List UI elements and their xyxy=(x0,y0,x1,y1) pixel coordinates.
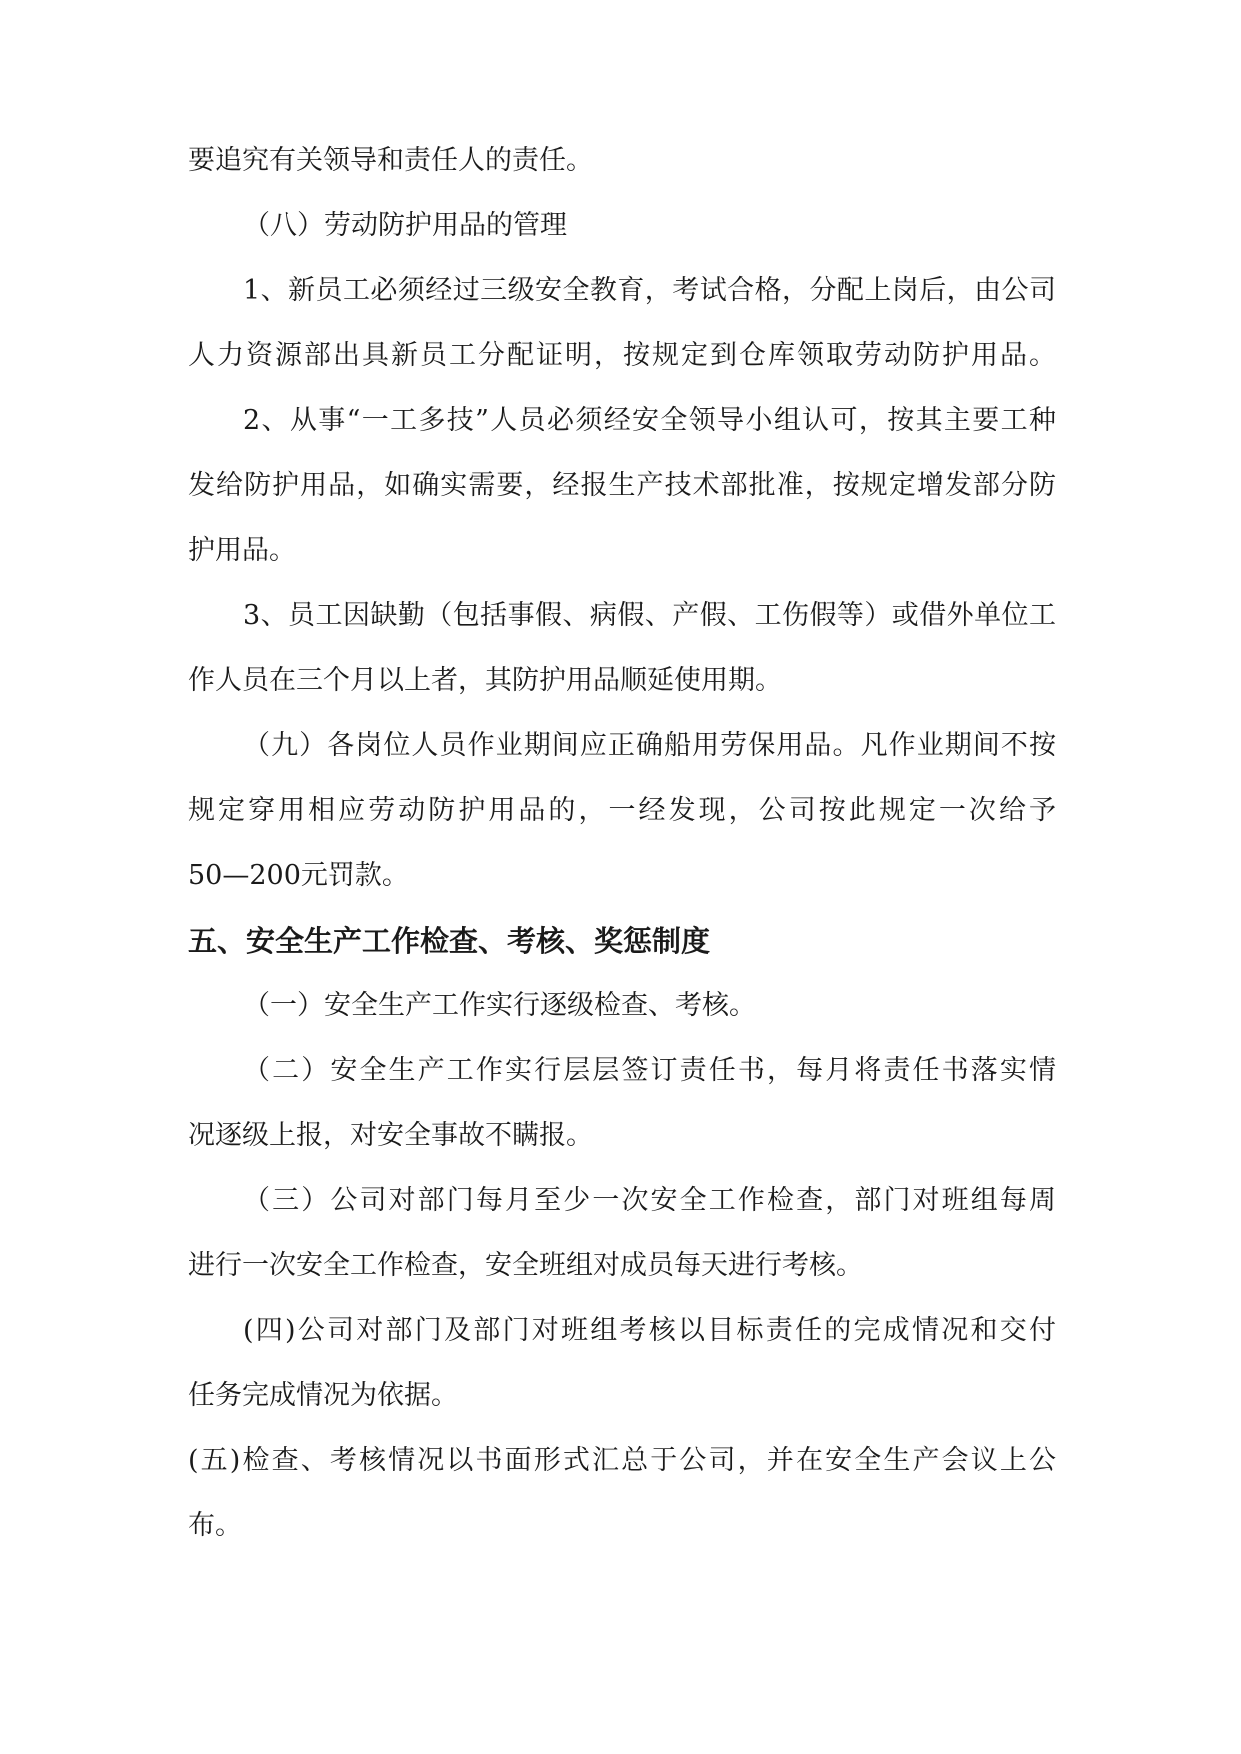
paragraph-line: 人力资源部出具新员工分配证明，按规定到仓库领取劳动防护用品。 xyxy=(188,340,1056,371)
paragraph-line: 3、员工因缺勤（包括事假、病假、产假、工伤假等）或借外单位工 xyxy=(243,600,1056,631)
paragraph-line: 进行一次安全工作检查，安全班组对成员每天进行考核。 xyxy=(188,1250,863,1281)
paragraph-line: 任务完成情况为依据。 xyxy=(188,1380,458,1411)
paragraph-line: 况逐级上报，对安全事故不瞒报。 xyxy=(188,1120,593,1151)
paragraph-line: 2、从事“一工多技”人员必须经安全领导小组认可，按其主要工种 xyxy=(243,405,1056,436)
paragraph-line: 布。 xyxy=(188,1510,242,1541)
paragraph-line: (五)检查、考核情况以书面形式汇总于公司，并在安全生产会议上公 xyxy=(188,1445,1056,1476)
paragraph-line: 作人员在三个月以上者，其防护用品顺延使用期。 xyxy=(188,665,782,696)
paragraph-line: 发给防护用品，如确实需要，经报生产技术部批准，按规定增发部分防 xyxy=(188,470,1056,501)
paragraph-line: 要追究有关领导和责任人的责任。 xyxy=(188,145,593,176)
paragraph-line: （二）安全生产工作实行层层签订责任书，每月将责任书落实情 xyxy=(243,1055,1056,1086)
chapter-heading-5: 五、安全生产工作检查、考核、奖惩制度 xyxy=(188,924,711,958)
section-heading-9: （九）各岗位人员作业期间应正确船用劳保用品。凡作业期间不按 xyxy=(243,730,1056,761)
paragraph-line: (四)公司对部门及部门对班组考核以目标责任的完成情况和交付 xyxy=(243,1315,1056,1346)
paragraph-line: （一）安全生产工作实行逐级检查、考核。 xyxy=(243,990,756,1021)
paragraph-line: （三）公司对部门每月至少一次安全工作检查，部门对班组每周 xyxy=(243,1185,1056,1216)
paragraph-line: 50—200元罚款。 xyxy=(188,860,409,891)
paragraph-line: 1、新员工必须经过三级安全教育，考试合格，分配上岗后，由公司 xyxy=(243,275,1056,306)
paragraph-line: 护用品。 xyxy=(188,535,296,566)
paragraph-line: 规定穿用相应劳动防护用品的，一经发现，公司按此规定一次给予 xyxy=(188,795,1056,826)
section-heading-8: （八）劳动防护用品的管理 xyxy=(243,210,567,241)
